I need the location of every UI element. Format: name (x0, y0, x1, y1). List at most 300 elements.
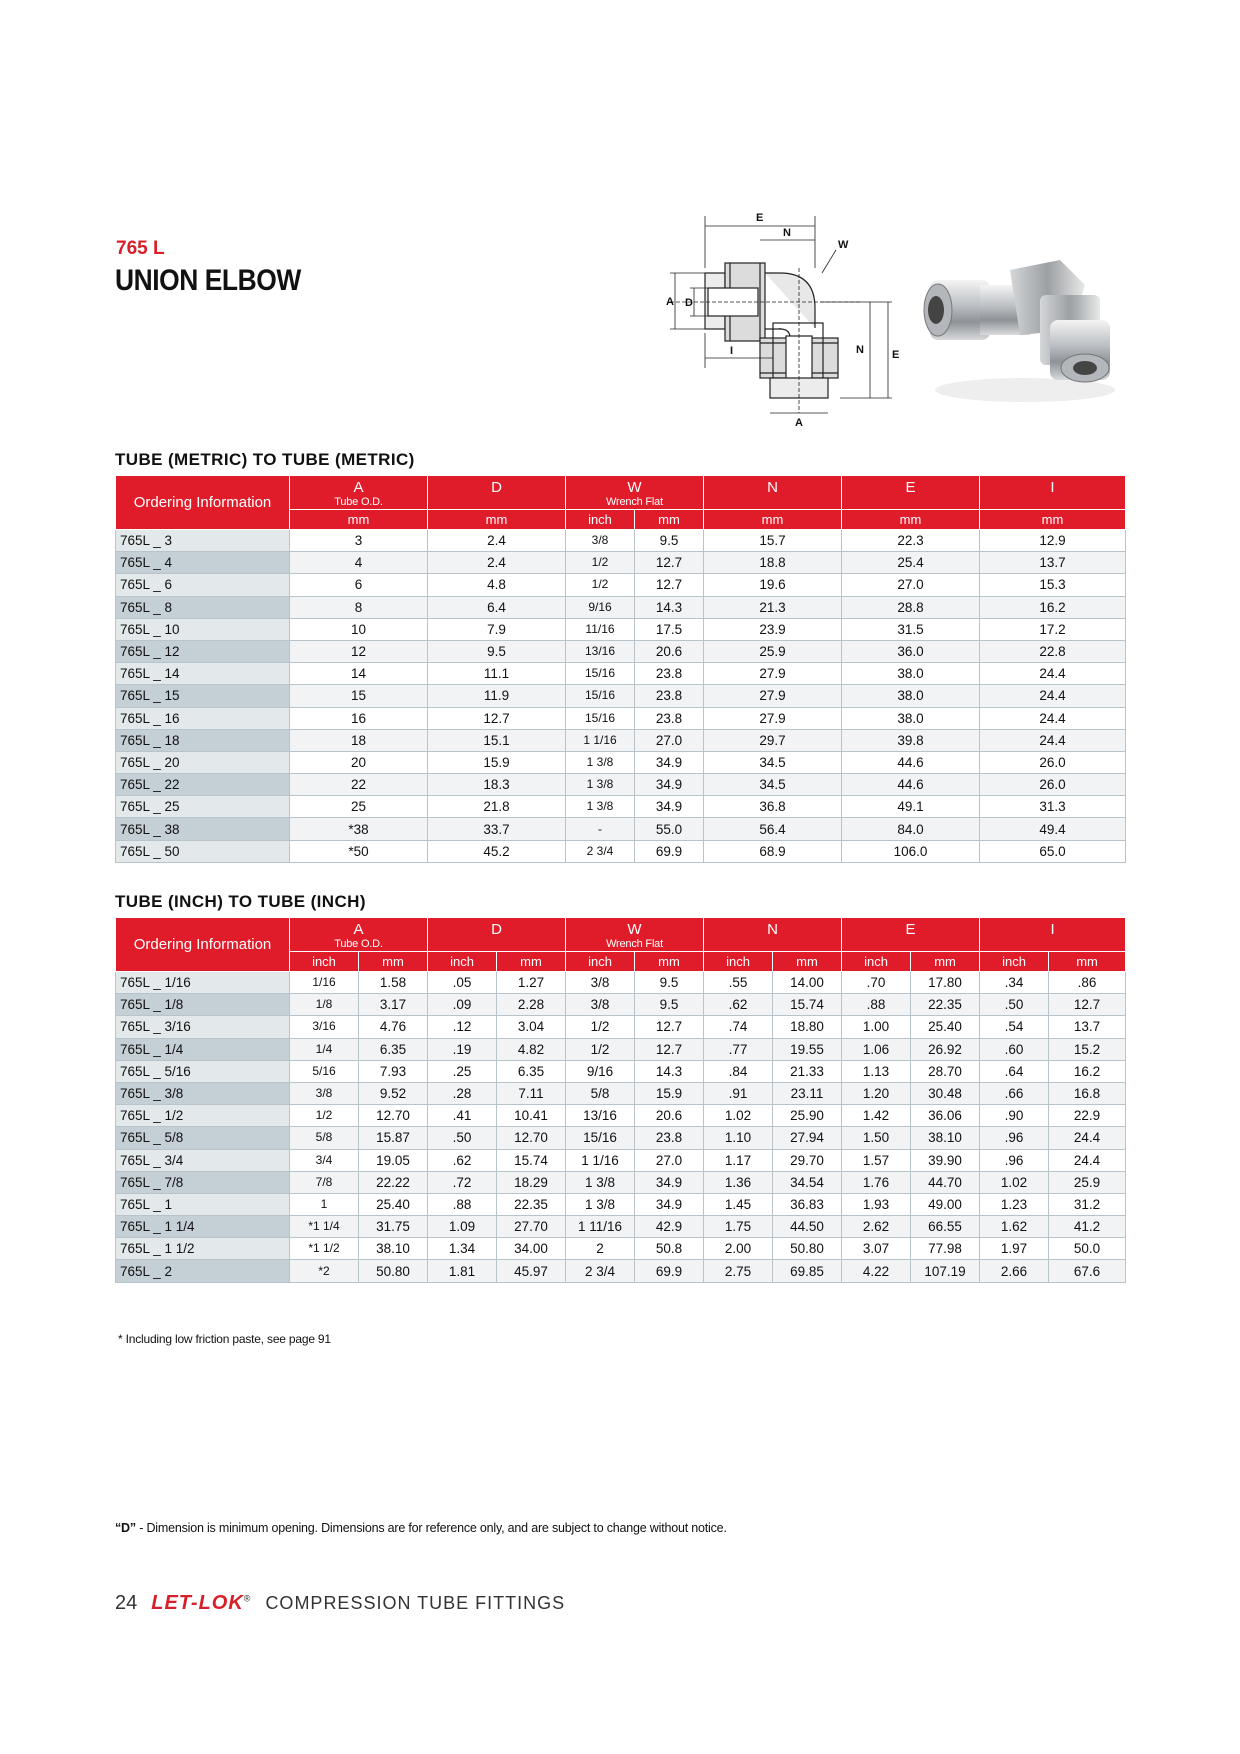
unit-label: mm (359, 952, 428, 972)
table-cell: 1.76 (842, 1171, 911, 1193)
table-row (116, 774, 1126, 796)
ordering-code: 765L _ 1/16 (116, 972, 290, 994)
table-cell: 34.54 (773, 1171, 842, 1193)
table-cell: 29.70 (773, 1149, 842, 1171)
table-cell: 3/16 (290, 1016, 359, 1038)
table-cell: 1.34 (428, 1238, 497, 1260)
table-cell: 44.50 (773, 1216, 842, 1238)
table-cell: .28 (428, 1082, 497, 1104)
table-cell: 25.90 (773, 1105, 842, 1127)
table-cell: .25 (428, 1060, 497, 1082)
table-cell: .84 (704, 1060, 773, 1082)
table-cell: 10.41 (497, 1105, 566, 1127)
table-cell: 15.9 (428, 751, 566, 773)
table-cell: 9/16 (566, 1060, 635, 1082)
table-cell: 27.9 (704, 685, 842, 707)
table-cell: 27.0 (842, 574, 980, 596)
table-cell: 4.76 (359, 1016, 428, 1038)
table-cell: 3/8 (566, 972, 635, 994)
table-cell: 5/8 (290, 1127, 359, 1149)
page-number: 24 (115, 1592, 138, 1614)
table-cell: 1 1/16 (566, 1149, 635, 1171)
svg-text:A: A (666, 296, 674, 308)
table-cell: .96 (980, 1127, 1049, 1149)
col-n-header: N (704, 918, 842, 952)
table-cell: 1/8 (290, 994, 359, 1016)
ordering-code: 765L _ 3 (116, 530, 290, 552)
table-cell: 1.00 (842, 1016, 911, 1038)
table-cell: 1/2 (566, 1038, 635, 1060)
table-cell: 15/16 (566, 1127, 635, 1149)
svg-text:N: N (856, 344, 864, 356)
ordering-code: 765L _ 1/2 (116, 1105, 290, 1127)
table-cell: 12.7 (428, 707, 566, 729)
table-cell: 26.0 (980, 774, 1126, 796)
page-footer (115, 1592, 565, 1615)
table-cell: .62 (704, 994, 773, 1016)
table-cell: 1.02 (704, 1105, 773, 1127)
footer-text: COMPRESSION TUBE FITTINGS (265, 1593, 566, 1613)
table-cell: .54 (980, 1016, 1049, 1038)
table-cell: 1.13 (842, 1060, 911, 1082)
table-cell: 1/2 (290, 1105, 359, 1127)
table-cell: 15/16 (566, 707, 635, 729)
unit-label: mm (635, 510, 704, 530)
svg-text:E: E (756, 212, 764, 224)
svg-text:W: W (838, 239, 849, 251)
table-cell: 34.9 (635, 774, 704, 796)
table-row (116, 552, 1126, 574)
table-cell: 33.7 (428, 818, 566, 840)
footnote: * Including low friction paste, see page 91 (118, 1332, 331, 1346)
table-cell: .66 (980, 1082, 1049, 1104)
table-cell: 2.4 (428, 552, 566, 574)
table-cell: 24.4 (1049, 1149, 1126, 1171)
ordering-code: 765L _ 3/4 (116, 1149, 290, 1171)
table-cell: 18 (290, 729, 428, 751)
table-cell: 38.10 (911, 1127, 980, 1149)
dimension-drawing (630, 208, 905, 433)
table-cell: 55.0 (635, 818, 704, 840)
table-row (116, 707, 1126, 729)
table-cell: 25 (290, 796, 428, 818)
table-cell: 16.2 (980, 596, 1126, 618)
table-cell: 12.70 (497, 1127, 566, 1149)
table-cell: 25.40 (911, 1016, 980, 1038)
table-cell: .34 (980, 972, 1049, 994)
table-cell: 25.9 (704, 640, 842, 662)
table-cell: 28.8 (842, 596, 980, 618)
table-cell: .88 (428, 1193, 497, 1215)
ordering-code: 765L _ 15 (116, 685, 290, 707)
table-cell: 6.4 (428, 596, 566, 618)
table-row (116, 1216, 1126, 1238)
table-cell: 8 (290, 596, 428, 618)
table-cell: 1.02 (980, 1171, 1049, 1193)
table-cell: 38.0 (842, 685, 980, 707)
product-code: 765 L (116, 238, 165, 259)
table-cell: 25.9 (1049, 1171, 1126, 1193)
ordering-code: 765L _ 3/16 (116, 1016, 290, 1038)
ordering-code: 765L _ 4 (116, 552, 290, 574)
table-cell: 3 (290, 530, 428, 552)
table-cell: 1.93 (842, 1193, 911, 1215)
table-cell: 1.58 (359, 972, 428, 994)
table-cell: 56.4 (704, 818, 842, 840)
table-cell: 29.7 (704, 729, 842, 751)
table-cell: 15.87 (359, 1127, 428, 1149)
unit-label: mm (911, 952, 980, 972)
table-cell: 45.2 (428, 840, 566, 862)
inch-table (115, 917, 1126, 1283)
ordering-code: 765L _ 18 (116, 729, 290, 751)
table-cell: 24.4 (980, 729, 1126, 751)
table-cell: 3/8 (566, 994, 635, 1016)
table-row (116, 596, 1126, 618)
table-cell: 27.0 (635, 1149, 704, 1171)
svg-text:N: N (783, 227, 791, 239)
table-cell: 34.9 (635, 796, 704, 818)
table-row (116, 574, 1126, 596)
table-cell: 2.75 (704, 1260, 773, 1282)
table-cell: 2 3/4 (566, 840, 635, 862)
table-cell: 3/8 (566, 530, 635, 552)
unit-label: mm (773, 952, 842, 972)
table-cell: 23.9 (704, 618, 842, 640)
table-cell: 23.8 (635, 685, 704, 707)
table-cell: .05 (428, 972, 497, 994)
col-d-header: D (428, 918, 566, 952)
table-cell: 41.2 (1049, 1216, 1126, 1238)
table-row (116, 729, 1126, 751)
table-cell: 9.52 (359, 1082, 428, 1104)
table-cell: 25.4 (842, 552, 980, 574)
table-row (116, 1238, 1126, 1260)
col-e-header: E (842, 476, 980, 510)
table-cell: 26.0 (980, 751, 1126, 773)
table-cell: 5/16 (290, 1060, 359, 1082)
table-cell: 49.00 (911, 1193, 980, 1215)
table-cell: 1.75 (704, 1216, 773, 1238)
table-cell: 1 3/8 (566, 1171, 635, 1193)
table-cell: 24.4 (980, 707, 1126, 729)
table-cell: 13/16 (566, 640, 635, 662)
table-cell: 34.5 (704, 751, 842, 773)
ordering-code: 765L _ 14 (116, 663, 290, 685)
table-row (116, 1149, 1126, 1171)
table-cell: 10 (290, 618, 428, 640)
table-cell: 7.9 (428, 618, 566, 640)
table-cell: 12.7 (635, 552, 704, 574)
table-cell: *38 (290, 818, 428, 840)
table-cell: *2 (290, 1260, 359, 1282)
table-cell: 1.36 (704, 1171, 773, 1193)
table-cell: 2.4 (428, 530, 566, 552)
table-row (116, 663, 1126, 685)
col-a-header: A Tube O.D. (290, 918, 428, 952)
table-cell: 39.90 (911, 1149, 980, 1171)
table-cell: 7/8 (290, 1171, 359, 1193)
unit-label: inch (428, 952, 497, 972)
table-cell: 1 3/8 (566, 1193, 635, 1215)
table-cell: 18.80 (773, 1016, 842, 1038)
table-cell: 23.8 (635, 1127, 704, 1149)
table-cell: 3.17 (359, 994, 428, 1016)
table-row (116, 818, 1126, 840)
table-cell: 49.1 (842, 796, 980, 818)
table-cell: - (566, 818, 635, 840)
table-cell: 14.00 (773, 972, 842, 994)
table-cell: 20.6 (635, 640, 704, 662)
ordering-code: 765L _ 1/4 (116, 1038, 290, 1060)
table-cell: .90 (980, 1105, 1049, 1127)
table-cell: 24.4 (1049, 1127, 1126, 1149)
table-cell: 3.04 (497, 1016, 566, 1038)
col-w-header: W Wrench Flat (566, 918, 704, 952)
table-cell: 44.6 (842, 751, 980, 773)
table-cell: 44.70 (911, 1171, 980, 1193)
ordering-code: 765L _ 20 (116, 751, 290, 773)
table-cell: .70 (842, 972, 911, 994)
table-cell: 1 3/8 (566, 796, 635, 818)
table-cell: 34.9 (635, 751, 704, 773)
table-cell: 22.3 (842, 530, 980, 552)
table-cell: 9.5 (635, 972, 704, 994)
ordering-code: 765L _ 1/8 (116, 994, 290, 1016)
table-cell: 68.9 (704, 840, 842, 862)
table-cell: 2.00 (704, 1238, 773, 1260)
table-cell: 15.2 (1049, 1038, 1126, 1060)
table-cell: 1/2 (566, 552, 635, 574)
table-cell: 27.9 (704, 707, 842, 729)
table-row (116, 618, 1126, 640)
table-cell: 45.97 (497, 1260, 566, 1282)
table-row (116, 1171, 1126, 1193)
table-cell: *50 (290, 840, 428, 862)
table-cell: 1 3/8 (566, 774, 635, 796)
table-cell: 6 (290, 574, 428, 596)
col-i-header: I (980, 476, 1126, 510)
table-cell: 17.80 (911, 972, 980, 994)
table-cell: 18.3 (428, 774, 566, 796)
table-cell: 15/16 (566, 685, 635, 707)
table-cell: 36.06 (911, 1105, 980, 1127)
table-cell: 34.00 (497, 1238, 566, 1260)
table-cell: 7.93 (359, 1060, 428, 1082)
table-cell: 18.29 (497, 1171, 566, 1193)
table-cell: 15.74 (497, 1149, 566, 1171)
table-cell: 12.70 (359, 1105, 428, 1127)
table-cell: 31.5 (842, 618, 980, 640)
table-cell: 4.22 (842, 1260, 911, 1282)
table-cell: 2 (566, 1238, 635, 1260)
table-cell: 66.55 (911, 1216, 980, 1238)
table-cell: 5/8 (566, 1082, 635, 1104)
table-cell: 24.4 (980, 685, 1126, 707)
table-cell: 50.80 (359, 1260, 428, 1282)
col-d-header: D (428, 476, 566, 510)
svg-text:E: E (892, 349, 900, 361)
table-cell: 23.11 (773, 1082, 842, 1104)
table-cell: 1 3/8 (566, 751, 635, 773)
brand-logo: LET-LOK® (151, 1592, 252, 1614)
product-title: UNION ELBOW (115, 264, 301, 297)
table-cell: 9.5 (635, 994, 704, 1016)
table-cell: 26.92 (911, 1038, 980, 1060)
unit-label: mm (842, 510, 980, 530)
table-cell: 22.35 (497, 1193, 566, 1215)
fitting-photo (910, 250, 1140, 410)
table-cell: 50.8 (635, 1238, 704, 1260)
table-cell: 1/2 (566, 1016, 635, 1038)
table-cell: 2.28 (497, 994, 566, 1016)
ordering-code: 765L _ 7/8 (116, 1171, 290, 1193)
table-row (116, 1127, 1126, 1149)
table-cell: 13/16 (566, 1105, 635, 1127)
table-cell: 30.48 (911, 1082, 980, 1104)
ordering-code: 765L _ 6 (116, 574, 290, 596)
table-cell: 50.0 (1049, 1238, 1126, 1260)
table-cell: 11.1 (428, 663, 566, 685)
table-cell: 34.5 (704, 774, 842, 796)
table-cell: 13.7 (980, 552, 1126, 574)
table-cell: 20.6 (635, 1105, 704, 1127)
table-cell: 27.70 (497, 1216, 566, 1238)
ordering-code: 765L _ 12 (116, 640, 290, 662)
table-cell: .50 (980, 994, 1049, 1016)
table-cell: 36.0 (842, 640, 980, 662)
table-cell: *1 1/2 (290, 1238, 359, 1260)
unit-label: mm (704, 510, 842, 530)
unit-label: mm (1049, 952, 1126, 972)
table-cell: 9.5 (428, 640, 566, 662)
table-cell: 11/16 (566, 618, 635, 640)
table-row (116, 972, 1126, 994)
table-cell: 15 (290, 685, 428, 707)
table-cell: 22 (290, 774, 428, 796)
ordering-code: 765L _ 38 (116, 818, 290, 840)
table-cell: 21.3 (704, 596, 842, 618)
table-cell: 69.85 (773, 1260, 842, 1282)
table-cell: 1.06 (842, 1038, 911, 1060)
table-cell: 9/16 (566, 596, 635, 618)
table-row (116, 1082, 1126, 1104)
table-cell: .77 (704, 1038, 773, 1060)
table-cell: 1.62 (980, 1216, 1049, 1238)
table-cell: 23.8 (635, 663, 704, 685)
ordering-code: 765L _ 25 (116, 796, 290, 818)
table-row (116, 1016, 1126, 1038)
table-row (116, 640, 1126, 662)
table-cell: .12 (428, 1016, 497, 1038)
table-row (116, 1038, 1126, 1060)
table-cell: 17.5 (635, 618, 704, 640)
table-cell: 38.0 (842, 663, 980, 685)
ordering-code: 765L _ 3/8 (116, 1082, 290, 1104)
table-cell: 36.8 (704, 796, 842, 818)
table-cell: .19 (428, 1038, 497, 1060)
svg-text:I: I (730, 345, 734, 357)
table-cell: 69.9 (635, 840, 704, 862)
unit-label: mm (428, 510, 566, 530)
table-cell: 25.40 (359, 1193, 428, 1215)
table-cell: .74 (704, 1016, 773, 1038)
table-cell: 3/8 (290, 1082, 359, 1104)
table-cell: 27.9 (704, 663, 842, 685)
unit-label: mm (980, 510, 1126, 530)
table-cell: 12.7 (635, 1038, 704, 1060)
ordering-header: Ordering Information (116, 918, 290, 972)
table-cell: 18.8 (704, 552, 842, 574)
table-cell: 1/4 (290, 1038, 359, 1060)
ordering-code: 765L _ 50 (116, 840, 290, 862)
table-cell: 14.3 (635, 1060, 704, 1082)
table-cell: 1.97 (980, 1238, 1049, 1260)
table-cell: 44.6 (842, 774, 980, 796)
table-cell: 38.10 (359, 1238, 428, 1260)
table-row (116, 1193, 1126, 1215)
disclaimer: “D” - Dimension is minimum opening. Dimensions are for reference only, and are subject to change without notice. (115, 1521, 727, 1535)
table-cell: 1/16 (290, 972, 359, 994)
table-cell: 1.50 (842, 1127, 911, 1149)
table-cell: 4.8 (428, 574, 566, 596)
table-cell: 27.0 (635, 729, 704, 751)
table-cell: 28.70 (911, 1060, 980, 1082)
table-cell: 14.3 (635, 596, 704, 618)
table-cell: 4 (290, 552, 428, 574)
table-cell: 4.82 (497, 1038, 566, 1060)
table-cell: 15.7 (704, 530, 842, 552)
table-cell: 6.35 (359, 1038, 428, 1060)
table-cell: 1.42 (842, 1105, 911, 1127)
table-cell: 21.33 (773, 1060, 842, 1082)
table-cell: 31.3 (980, 796, 1126, 818)
unit-label: mm (497, 952, 566, 972)
table-cell: 34.9 (635, 1171, 704, 1193)
table-cell: 20 (290, 751, 428, 773)
table-cell: 22.35 (911, 994, 980, 1016)
table-cell: 1 11/16 (566, 1216, 635, 1238)
table-cell: 19.05 (359, 1149, 428, 1171)
table-cell: 1.20 (842, 1082, 911, 1104)
table-cell: 14 (290, 663, 428, 685)
table-row (116, 1105, 1126, 1127)
unit-label: inch (980, 952, 1049, 972)
table-cell: 3/4 (290, 1149, 359, 1171)
table-cell: 50.80 (773, 1238, 842, 1260)
table-cell: .60 (980, 1038, 1049, 1060)
ordering-code: 765L _ 5/16 (116, 1060, 290, 1082)
table-cell: 15/16 (566, 663, 635, 685)
table-cell: 1.81 (428, 1260, 497, 1282)
table-cell: 67.6 (1049, 1260, 1126, 1282)
table-row (116, 530, 1126, 552)
ordering-code: 765L _ 1 (116, 1193, 290, 1215)
metric-table (115, 475, 1126, 863)
table-cell: 2.62 (842, 1216, 911, 1238)
table-cell: .64 (980, 1060, 1049, 1082)
unit-label: inch (566, 510, 635, 530)
table-cell: 15.9 (635, 1082, 704, 1104)
table-cell: 21.8 (428, 796, 566, 818)
table-cell: 36.83 (773, 1193, 842, 1215)
table-cell: 12.7 (635, 574, 704, 596)
metric-section-title: TUBE (METRIC) TO TUBE (METRIC) (115, 450, 415, 469)
table-cell: .09 (428, 994, 497, 1016)
table-cell: 12.7 (635, 1016, 704, 1038)
table-cell: 31.75 (359, 1216, 428, 1238)
ordering-code: 765L _ 10 (116, 618, 290, 640)
